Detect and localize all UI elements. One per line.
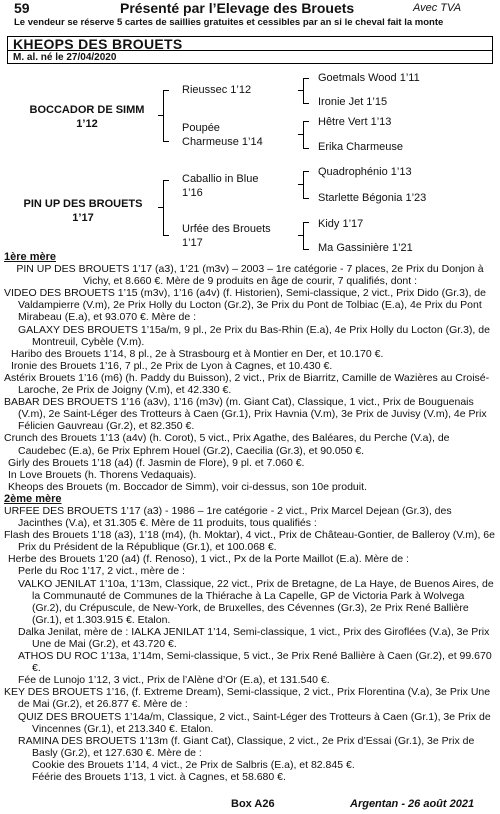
sire-dam-line1: Poupée (182, 122, 220, 134)
g3-2: Ironie Jet 1’15 (318, 96, 388, 108)
g3-bracket-tip-3 (298, 184, 303, 185)
sire-name: BOCCADOR DE SIMM (29, 104, 145, 116)
produce-entry: Haribo des Brouets 1’14, 8 pl., 2e à Strasbourg et à Montier en Der, et 10.170 €. (11, 347, 384, 360)
sire-dam (182, 121, 263, 149)
first-dam-line: PIN UP DES BROUETS 1’17 (a3), 1’21 (m3v) – 2003 – 1re catégorie - 7 places, 2e Prix du Donjon à Vichy, et 8.660 €. Mère de 9 produits en âge de courir, 7 qualifiés, dont : (16, 263, 484, 288)
g3-bracket-tip-2 (298, 134, 303, 135)
second-dam-title: 2ème mère (4, 492, 62, 505)
horse-name: KHEOPS DES BROUETS (7, 36, 493, 50)
dam-bracket-tip (158, 207, 163, 208)
produce-entry: ATHOS DU ROC 1’13a, 1’14m, Semi-classique, 5 vict., 3e Prix René Ballière à Caen (Gr.2), et 99.670 €. (18, 650, 492, 675)
g3-1: Goetmals Wood 1’11 (318, 72, 420, 84)
dam-year: 1’17 (72, 212, 94, 224)
first-dam-title: 1ère mère (4, 251, 56, 263)
dam-sire (182, 172, 258, 200)
dam-dam (182, 222, 271, 250)
catalog-footer (0, 798, 500, 814)
produce-entry: Kheops des Brouets (m. Boccador de Simm), voir ci-dessus, son 10e produit. (8, 480, 367, 493)
produce-entry: Féérie des Brouets 1’13, 1 vict. à Cagnes, et 58.680 €. (32, 771, 286, 784)
g3-6: Starlette Bégonia 1’23 (318, 192, 427, 204)
g3-8: Ma Gassinière 1’21 (318, 242, 413, 254)
produce-entry: RAMINA DES BROUETS 1’13m (f. Giant Cat), Classique, 2 vict., 2e Prix d’Essai (Gr.1), 3e Prix de Basly (Gr.2), et 127.630 €. Mère de : (18, 734, 475, 759)
tva-note: Avec TVA (413, 2, 462, 14)
produce-entry: Dalka Jenilat, mère de : IALKA JENILAT 1’14, Semi-classique, 1 vict., Prix des Giroflées (V.a), 3e Prix Une de Mai (Gr.2), et 43.720 €. (18, 625, 490, 650)
dam-name: PIN UP DES BROUETS (23, 198, 143, 210)
seller-note: Le vendeur se réserve 5 cartes de saillies gratuites et cessibles par an si le cheval fait la monte (14, 17, 444, 28)
produce-entry: KEY DES BROUETS 1’16, (f. Extreme Dream), Semi-classique, 2 vict., Prix Florentina (V.a), 3e Prix Une de Mai (Gr.2), et 26.877 €. Mère de : (4, 686, 491, 711)
g3-5: Quadrophénio 1’13 (318, 166, 412, 178)
sire-bracket-tip (158, 115, 163, 116)
produce-entry: Fée de Lunojo 1’12, 3 vict., Prix de l’Alène d’Or (E.a), et 131.540 €. (18, 674, 330, 687)
produce-entry: Girly des Brouets 1’18 (a4) (f. Jasmin de Flore), 9 pl. et 7.060 €. (8, 456, 305, 469)
catalog-header (0, 0, 500, 30)
g3-3: Hêtre Vert 1’13 (318, 116, 392, 128)
g3-bracket-tip-4 (298, 235, 303, 236)
g3-bracket-2 (303, 121, 309, 149)
produce-entry: VIDEO DES BROUETS 1’15 (m3v), 1’16 (a4v) (f. Historien), Semi-classique, 2 vict., Prix Dido (Gr.3), de Valdampierre (V.m), 2e Prix Holly du Locton (Gr.2), 3e Prix du Pont de Tolbiac (E.a), 4e Prix du Pont Mirabeau (E.a), et 93.070 €. Mère de : (4, 287, 486, 324)
g3-bracket-tip-1 (298, 90, 303, 91)
dam-dam-line2: 1’17 (182, 237, 203, 249)
g3-7: Kidy 1’17 (318, 218, 364, 230)
g3-bracket-1 (303, 78, 309, 104)
sire-dam-line2: Charmeuse 1’14 (182, 136, 263, 148)
produce-entry: Herbe des Brouets 1’20 (a4) (f. Renoso), 1 vict., Px de la Porte Maillot (E.a). Mère de : (8, 553, 409, 566)
consignor-title: Présenté par l’Elevage des Brouets (120, 0, 355, 16)
produce-entry: GALAXY DES BROUETS 1’15a/m, 9 pl., 2e Prix du Bas-Rhin (E.a), 4e Prix Holly du Locton (Gr.3), de Montreuil, Cybèle (V.m). (18, 323, 490, 348)
dam-dam-line1: Urfée des Brouets (182, 223, 271, 235)
dam-sire-line2: 1’16 (182, 187, 203, 199)
sire (12, 103, 162, 131)
produce-entry: Crunch des Brouets 1’13 (a4v) (h. Corot), 5 vict., Prix Agathe, des Baléares, du Perche (V.a), de Caudebec (E.a), 6e Prix Ephrem Houel (Gr.2), Caecilia (Gr.3), et 90.050 €. (4, 432, 450, 457)
g3-bracket-3 (303, 171, 309, 199)
lot-number: 59 (14, 0, 30, 16)
dam-sire-line1: Caballio in Blue (182, 173, 259, 185)
sire-year: 1’12 (76, 118, 98, 130)
produce-entry: In Love Brouets (h. Thorens Vedaquais). (8, 468, 197, 481)
sire-sire: Rieussec 1’12 (182, 84, 252, 96)
sale-date: Argentan - 26 août 2021 (350, 798, 475, 810)
produce-entry: QUIZ DES BROUETS 1’14a/m, Classique, 2 vict., Saint-Léger des Trotteurs à Caen (Gr.1), 3e Prix de Vincennes (Gr.1), et 213.340 €. Etalon. (18, 710, 491, 735)
produce-entry: BABAR DES BROUETS 1’16 (a3v), 1’16 (m3v) (m. Giant Cat), Classique, 1 vict., Prix de Bouguenais (V.m), 2e Saint-Léger des Trotteurs à Caen (Gr.1), Prix Havnia (V.m), 3e Prix de Juvisy (V.m), 4e Prix Félicien Gauvreau (Gr.2), et 82.350 €. (4, 396, 487, 433)
horse-details: M. al. né le 27/04/2020 (7, 50, 493, 64)
dam-bracket (163, 180, 169, 236)
sire-bracket (163, 90, 169, 142)
g3-4: Erika Charmeuse (318, 141, 403, 153)
produce-entry: VALKO JENILAT 1’10a, 1’13m, Classique, 22 vict., Prix de Bretagne, de La Haye, de Buenos Aires, de la Communauté de Communes de la Thiérache à La Capelle, GP de Victoria Park à Wolvega (Gr.2), du Crépuscule, de New-York, de Bruxelles, des Cévennes (Gr.3), 2e Prix René Ballière (Gr.1), et 1.303.915 €. Etalon. (18, 577, 494, 626)
produce-entry: Flash des Brouets 1’18 (a3), 1’18 (m4), (h. Moktar), 4 vict., Prix de Château-Gontier, de Balleroy (V.m), 6e Prix du Président de la République (Gr.1), et 100.068 €. (4, 529, 495, 554)
second-dam-line: URFEE DES BROUETS 1’17 (a3) - 1986 – 1re catégorie - 2 vict., Prix Marcel Dejean (Gr.3), des Jacinthes (V.a), et 31.305 €. Mère de 11 produits, tous qualifiés : (4, 504, 452, 530)
maternal-family (4, 251, 496, 783)
produce-entry: Ironie des Brouets 1’16, 7 pl., 2e Prix de Lyon à Cagnes, et 10.430 €. (11, 359, 333, 372)
produce-entry: Cookie des Brouets 1’14, 4 vict., 2e Prix de Salbris (E.a), et 82.845 €. (32, 758, 355, 771)
produce-entry: Perle du Roc 1’17, 2 vict., mère de : (18, 565, 185, 578)
produce-entry: Astérix Brouets 1’16 (m6) (h. Paddy du Buisson), 2 vict., Prix de Biarritz, Camille de Wazières au Croisé-Laroche, 2e Prix de Joigny (V.m), et 42.330 €. (4, 371, 490, 397)
box-number: Box A26 (231, 798, 275, 810)
dam (8, 197, 158, 225)
g3-bracket-4 (303, 222, 309, 250)
